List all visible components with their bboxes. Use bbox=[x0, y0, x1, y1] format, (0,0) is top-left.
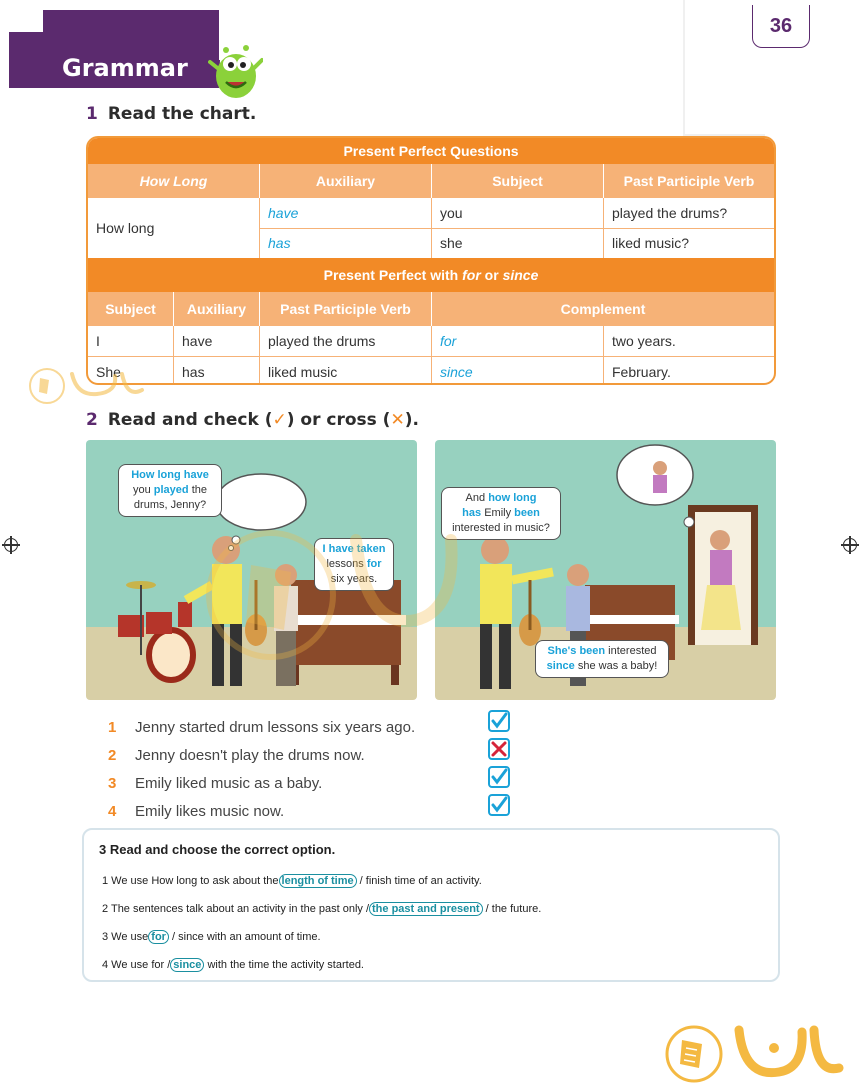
list-item: 3 Emily liked music as a baby. bbox=[108, 775, 323, 792]
table-cell: have bbox=[268, 205, 299, 221]
grammar-chart bbox=[86, 136, 776, 385]
chart-band-questions bbox=[88, 138, 774, 164]
band-title: Present Perfect with for or since bbox=[323, 267, 539, 283]
page-divider-line bbox=[683, 0, 685, 136]
table-row bbox=[88, 357, 774, 385]
answer-checkbox[interactable] bbox=[488, 766, 510, 788]
band-title: Present Perfect Questions bbox=[343, 143, 519, 159]
header-cell: Auxiliary bbox=[260, 164, 432, 198]
illustration-emily-music bbox=[435, 440, 776, 700]
table-cell: How long bbox=[88, 198, 260, 258]
chart-header-row bbox=[88, 292, 774, 326]
answer-checkbox[interactable] bbox=[488, 710, 510, 732]
table-cell: have bbox=[174, 326, 260, 356]
table-cell: since bbox=[432, 357, 604, 385]
table-cell: played the drums bbox=[260, 326, 432, 356]
circled-option[interactable]: for bbox=[148, 930, 169, 944]
option-sentence: 2 The sentences talk about an activity in the past only / the past and present / the future. bbox=[102, 903, 542, 915]
header-cell: How Long bbox=[88, 164, 260, 198]
list-item: 1 Jenny started drum lessons six years ago. bbox=[108, 719, 416, 736]
table-cell: liked music bbox=[260, 357, 432, 385]
table-cell: February. bbox=[612, 364, 671, 380]
section-title: Read the chart. bbox=[107, 104, 257, 124]
green-monster-icon bbox=[208, 40, 263, 102]
check-icon bbox=[490, 768, 508, 786]
option-sentence: 3 We use for / since with an amount of time. bbox=[102, 931, 321, 943]
circled-option[interactable]: length of time bbox=[279, 874, 357, 888]
table-row bbox=[88, 326, 774, 356]
section-number: 2 bbox=[86, 410, 98, 430]
option-sentence: 1 We use How long to ask about the length of time / finish time of an activity. bbox=[102, 875, 482, 887]
table-cell: two years. bbox=[612, 333, 676, 349]
cross-mark-icon: ✕ bbox=[390, 410, 405, 430]
header-cell: Past Participle Verb bbox=[623, 173, 755, 189]
banner-notch bbox=[9, 10, 43, 32]
speech-bubble: I have taken lessons for six years. bbox=[314, 538, 394, 591]
speech-bubble: And how long has Emily been interested in music? bbox=[441, 487, 561, 540]
hulul-logo-icon bbox=[664, 1018, 844, 1086]
chart-band-forsince bbox=[88, 258, 774, 292]
table-cell: liked music? bbox=[612, 235, 690, 251]
header-cell: Subject bbox=[88, 292, 174, 326]
check-mark-icon: ✓ bbox=[272, 410, 287, 430]
section-number: 1 bbox=[86, 104, 98, 124]
circled-option[interactable]: the past and present bbox=[369, 902, 483, 916]
table-cell: has bbox=[174, 357, 260, 385]
chart-header-row bbox=[88, 164, 774, 198]
table-cell: has bbox=[268, 235, 291, 251]
option-sentence: 4 We use for / since with the time the activity started. bbox=[102, 959, 364, 971]
check-icon bbox=[490, 712, 508, 730]
section-2-heading: 2 Read and check (✓) or cross (✕). bbox=[86, 410, 419, 430]
table-cell: for bbox=[432, 326, 604, 356]
page-title: Grammar bbox=[62, 54, 188, 82]
cross-icon bbox=[490, 740, 508, 758]
circled-option[interactable]: since bbox=[170, 958, 204, 972]
registration-mark-icon bbox=[4, 538, 18, 552]
section-1-heading bbox=[86, 104, 256, 124]
section-3-box bbox=[82, 828, 780, 982]
watermark-logo-icon bbox=[196, 500, 476, 670]
list-item: 2 Jenny doesn't play the drums now. bbox=[108, 747, 365, 764]
row-divider bbox=[260, 228, 776, 229]
check-icon bbox=[490, 796, 508, 814]
section-3-title: 3 Read and choose the correct option. bbox=[99, 842, 336, 857]
list-item: 4 Emily likes music now. bbox=[108, 803, 285, 820]
table-cell: I bbox=[88, 326, 174, 356]
table-cell: played the drums? bbox=[612, 205, 728, 221]
speech-bubble: How long have you played the drums, Jenny? bbox=[118, 464, 222, 517]
answer-checkbox[interactable] bbox=[488, 794, 510, 816]
table-cell: she bbox=[440, 235, 463, 251]
registration-mark-icon bbox=[843, 538, 857, 552]
speech-bubble: She's been interested since she was a baby! bbox=[535, 640, 669, 678]
header-cell: Subject bbox=[432, 164, 604, 198]
header-cell: Past Participle Verb bbox=[260, 292, 432, 326]
page-number: 36 bbox=[752, 5, 810, 48]
header-cell: Complement bbox=[560, 301, 646, 317]
table-cell: you bbox=[440, 205, 463, 221]
watermark-logo-icon bbox=[27, 366, 147, 406]
table-cell: She bbox=[88, 357, 174, 385]
header-cell: Auxiliary bbox=[174, 292, 260, 326]
answer-checkbox[interactable] bbox=[488, 738, 510, 760]
